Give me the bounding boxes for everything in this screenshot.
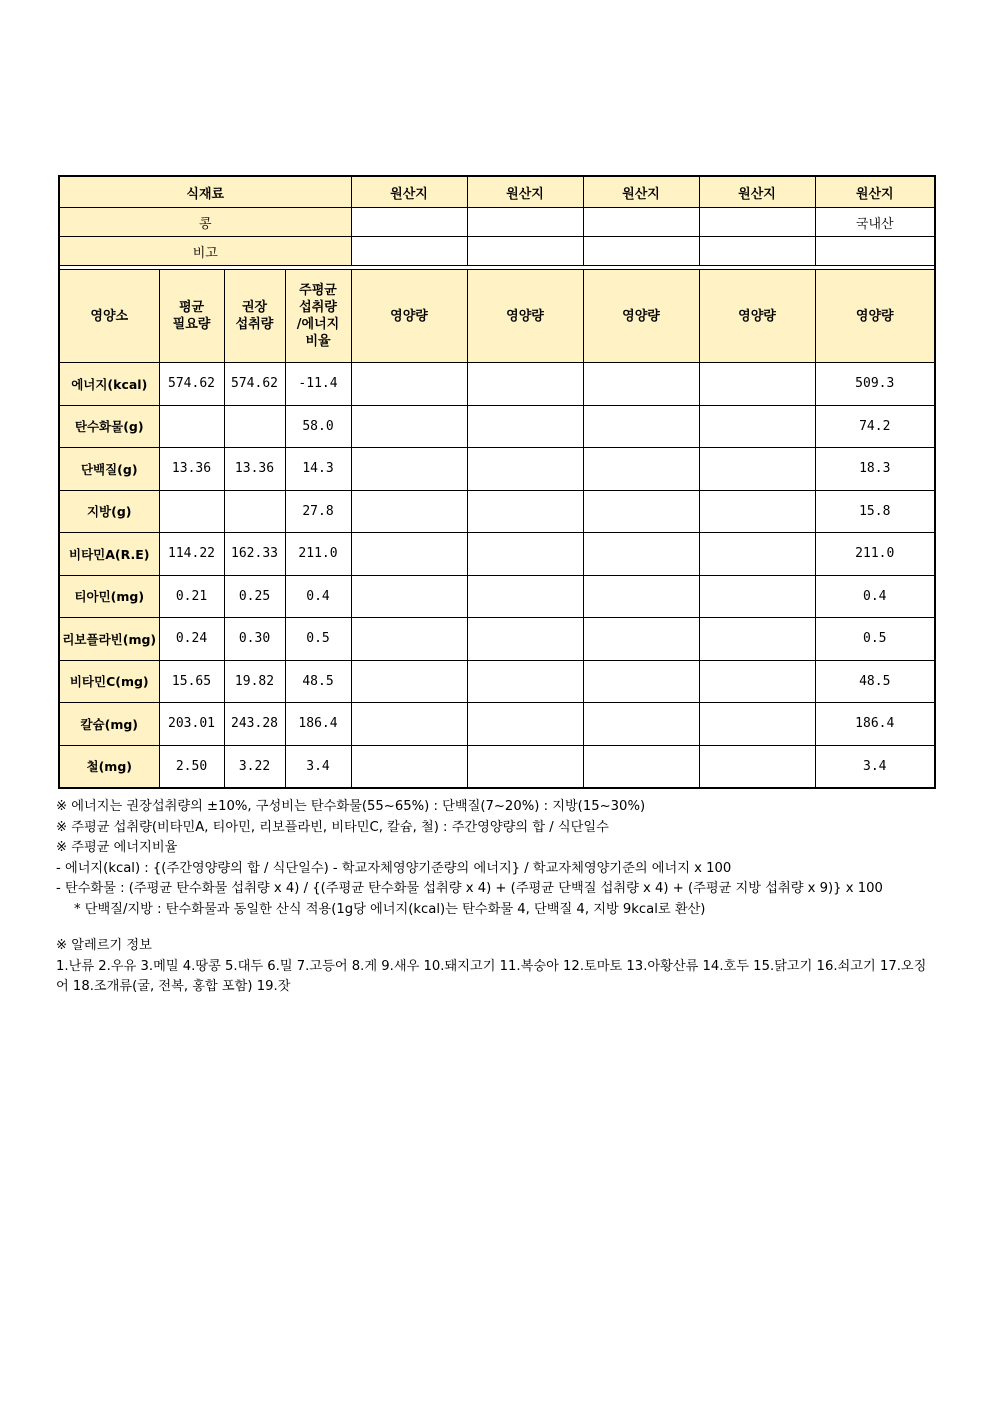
table-row (59, 533, 935, 576)
amount-value: 211.0 (815, 533, 935, 576)
weekly-value: 48.5 (285, 660, 351, 703)
amount-value (467, 575, 583, 618)
table-row (59, 575, 935, 618)
table-row (59, 745, 935, 788)
amount-value: 0.5 (815, 618, 935, 661)
amount-value (699, 405, 815, 448)
ingredient-label: 식재료 (59, 176, 351, 208)
amount-value (583, 575, 699, 618)
amount-label: 영양량 (351, 270, 467, 363)
amount-value (467, 745, 583, 788)
table-row (59, 618, 935, 661)
nutrient-name: 지방(g) (59, 490, 159, 533)
amount-value (351, 745, 467, 788)
avg-need-value: 574.62 (159, 363, 224, 406)
weekly-value: 3.4 (285, 745, 351, 788)
amount-value: 3.4 (815, 745, 935, 788)
amount-value (699, 490, 815, 533)
ingredient-origin: 국내산 (815, 208, 935, 237)
amount-value (699, 618, 815, 661)
amount-value (699, 575, 815, 618)
weekly-value: 0.4 (285, 575, 351, 618)
note-energy-ratio-title: ※ 주평균 에너지비율 (56, 840, 178, 855)
amount-label: 영양량 (467, 270, 583, 363)
amount-value (351, 660, 467, 703)
amount-value (583, 618, 699, 661)
amount-value (583, 363, 699, 406)
note-carb-formula: - 탄수화물 : (주평균 탄수화물 섭취량 x 4) / {(주평균 탄수화물 섭취량 x 4) + (주평균 단백질 섭취량 x 4) + (주평균 지방 섭취량 x 9)} x 100 (56, 881, 883, 896)
nutrient-name: 에너지(kcal) (59, 363, 159, 406)
table-row (59, 448, 935, 491)
amount-value: 509.3 (815, 363, 935, 406)
amount-value (699, 448, 815, 491)
amount-value (583, 533, 699, 576)
recommended-value: 19.82 (224, 660, 285, 703)
recommended-value: 574.62 (224, 363, 285, 406)
remark-cell (467, 237, 583, 266)
amount-value (351, 490, 467, 533)
nutrition-table-container (58, 175, 934, 789)
amount-value (583, 660, 699, 703)
recommended-value: 0.30 (224, 618, 285, 661)
amount-value (351, 363, 467, 406)
origin-label: 원산지 (699, 176, 815, 208)
table-row (59, 363, 935, 406)
weekly-value: 27.8 (285, 490, 351, 533)
amount-value (351, 703, 467, 746)
amount-value (583, 745, 699, 788)
amount-value: 48.5 (815, 660, 935, 703)
recommended-value: 0.25 (224, 575, 285, 618)
nutrient-name: 철(mg) (59, 745, 159, 788)
amount-label: 영양량 (583, 270, 699, 363)
table-row (59, 660, 935, 703)
recommended-value: 243.28 (224, 703, 285, 746)
origin-label: 원산지 (583, 176, 699, 208)
recommended-value (224, 405, 285, 448)
recommended-value: 13.36 (224, 448, 285, 491)
weekly-value: 14.3 (285, 448, 351, 491)
amount-value (351, 533, 467, 576)
nutrient-name: 탄수화물(g) (59, 405, 159, 448)
amount-value (467, 618, 583, 661)
weekly-value: 211.0 (285, 533, 351, 576)
avg-need-value: 203.01 (159, 703, 224, 746)
amount-value (467, 703, 583, 746)
recommended-value: 162.33 (224, 533, 285, 576)
nutrient-name: 리보플라빈(mg) (59, 618, 159, 661)
allergy-list: 1.난류 2.우유 3.메밀 4.땅콩 5.대두 6.밀 7.고등어 8.게 9.새우 10.돼지고기 11.복숭아 12.토마토 13.아황산류 14.호두 15.닭고기 16.쇠고기 17.오징어 18.조개류(굴, 전복, 홍합 포함) 19.잣 (56, 958, 927, 994)
amount-value (699, 660, 815, 703)
amount-value: 0.4 (815, 575, 935, 618)
weekly-value: 58.0 (285, 405, 351, 448)
amount-value: 186.4 (815, 703, 935, 746)
weekly-value: -11.4 (285, 363, 351, 406)
nutrient-name: 비타민A(R.E) (59, 533, 159, 576)
ingredient-origin (351, 208, 467, 237)
amount-value (351, 448, 467, 491)
table-row (59, 405, 935, 448)
remark-cell (583, 237, 699, 266)
avg-need-value (159, 405, 224, 448)
weekly-label: 주평균 섭취량 /에너지 비율 (285, 270, 351, 363)
nutrition-table (58, 175, 936, 789)
table-row (59, 490, 935, 533)
table-row (59, 703, 935, 746)
amount-value (351, 575, 467, 618)
origin-header-row (59, 176, 935, 208)
remark-cell (699, 237, 815, 266)
amount-value (583, 448, 699, 491)
amount-value (699, 703, 815, 746)
amount-label: 영양량 (699, 270, 815, 363)
amount-value (351, 618, 467, 661)
remark-cell (815, 237, 935, 266)
amount-value: 18.3 (815, 448, 935, 491)
ingredient-row (59, 208, 935, 237)
remark-row (59, 237, 935, 266)
origin-label: 원산지 (815, 176, 935, 208)
ingredient-name: 콩 (59, 208, 351, 237)
footnotes (56, 797, 938, 998)
amount-value (467, 405, 583, 448)
nutrient-label: 영양소 (59, 270, 159, 363)
recommended-value: 3.22 (224, 745, 285, 788)
amount-value (467, 363, 583, 406)
weekly-value: 186.4 (285, 703, 351, 746)
remark-cell (351, 237, 467, 266)
remark-label: 비고 (59, 237, 351, 266)
avg-need-label: 평균 필요량 (159, 270, 224, 363)
note-energy-formula: - 에너지(kcal) : {(주간영양량의 합 / 식단일수) - 학교자체영양기준량의 에너지} / 학교자체영양기준의 에너지 x 100 (56, 860, 732, 876)
amount-value (467, 490, 583, 533)
origin-label: 원산지 (467, 176, 583, 208)
avg-need-value (159, 490, 224, 533)
amount-value (699, 745, 815, 788)
avg-need-value: 2.50 (159, 745, 224, 788)
avg-need-value: 13.36 (159, 448, 224, 491)
recommended-label: 권장 섭취량 (224, 270, 285, 363)
note-energy-ratio: ※ 에너지는 권장섭취량의 ±10%, 구성비는 탄수화물(55~65%) : 단백질(7~20%) : 지방(15~30%) (56, 799, 646, 814)
nutrient-name: 비타민C(mg) (59, 660, 159, 703)
nutrient-name: 칼슘(mg) (59, 703, 159, 746)
avg-need-value: 0.24 (159, 618, 224, 661)
amount-value (699, 533, 815, 576)
note-protein-fat: * 단백질/지방 : 탄수화물과 동일한 산식 적용(1g당 에너지(kcal)는 탄수화물 4, 단백질 4, 지방 9kcal로 환산) (74, 901, 706, 917)
avg-need-value: 114.22 (159, 533, 224, 576)
recommended-value (224, 490, 285, 533)
ingredient-origin (583, 208, 699, 237)
amount-value (583, 405, 699, 448)
amount-value (699, 363, 815, 406)
amount-value: 15.8 (815, 490, 935, 533)
avg-need-value: 0.21 (159, 575, 224, 618)
nutrient-name: 티아민(mg) (59, 575, 159, 618)
amount-value: 74.2 (815, 405, 935, 448)
note-weekly-intake: ※ 주평균 섭취량(비타민A, 티아민, 리보플라빈, 비타민C, 칼슘, 철) : 주간영양량의 합 / 식단일수 (56, 819, 609, 835)
origin-label: 원산지 (351, 176, 467, 208)
amount-value (351, 405, 467, 448)
amount-value (467, 660, 583, 703)
ingredient-origin (699, 208, 815, 237)
amount-value (583, 703, 699, 746)
weekly-value: 0.5 (285, 618, 351, 661)
amount-label: 영양량 (815, 270, 935, 363)
amount-value (467, 448, 583, 491)
allergy-title: ※ 알레르기 정보 (56, 938, 152, 953)
ingredient-origin (467, 208, 583, 237)
amount-value (583, 490, 699, 533)
avg-need-value: 15.65 (159, 660, 224, 703)
nutrient-name: 단백질(g) (59, 448, 159, 491)
amount-value (467, 533, 583, 576)
nutrient-header-row (59, 270, 935, 363)
